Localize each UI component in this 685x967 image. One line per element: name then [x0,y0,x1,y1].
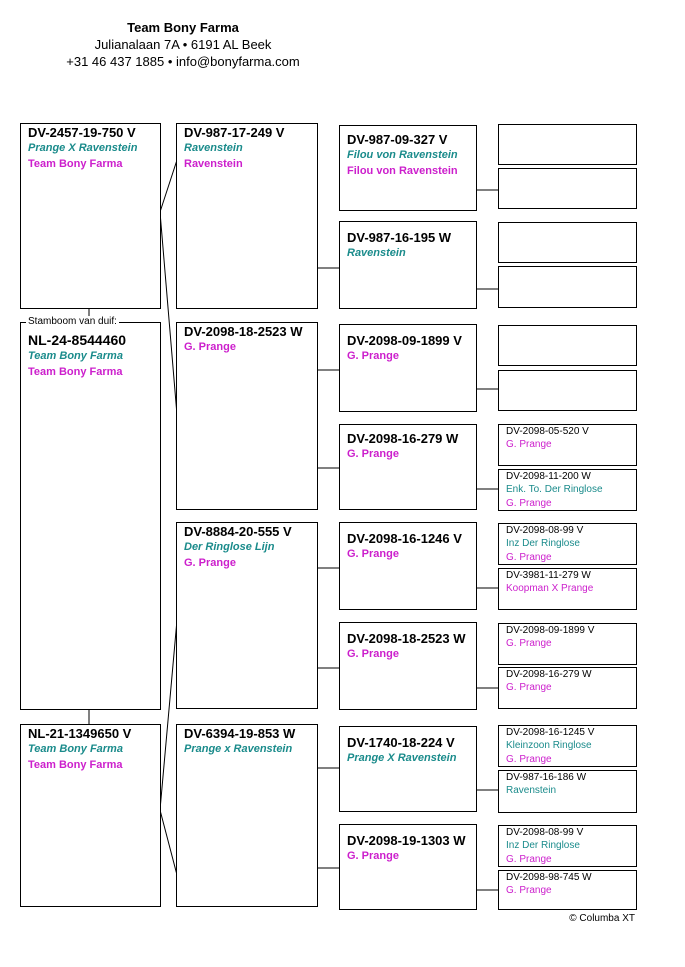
empty-ancestor-slot[interactable] [498,266,637,308]
owner: Koopman X Prange [506,583,594,594]
ring-number: DV-2098-18-2523 W [184,324,303,339]
ancestor-card[interactable] [498,667,637,709]
ring-number: DV-987-16-186 W [506,772,587,783]
ancestor-card[interactable] [498,523,637,565]
ancestor-card[interactable] [498,825,637,867]
connector-line [160,620,177,810]
owner: G. Prange [506,682,552,693]
father-owner: Team Bony Farma [28,158,123,170]
connector-line [160,810,177,875]
connector-line [160,212,177,415]
ring-number: DV-987-17-249 V [184,125,285,140]
owner: G. Prange [506,638,552,649]
owner: G. Prange [347,448,399,460]
great-grandparent-card[interactable] [339,522,477,610]
mother-ring-number: NL-21-1349650 V [28,726,132,741]
ancestor-card[interactable] [498,424,637,466]
empty-ancestor-slot[interactable] [498,168,637,209]
ancestor-card[interactable] [498,770,637,813]
ring-number: DV-987-16-195 W [347,230,452,245]
ring-number: DV-987-09-327 V [347,132,448,147]
mother-strain: Team Bony Farma [28,743,123,755]
ancestor-card[interactable] [498,623,637,665]
owner: G. Prange [347,648,399,660]
copyright-notice: © Columba XT [569,913,635,924]
ring-number: DV-2098-16-279 W [506,669,592,680]
owner: G. Prange [506,498,552,509]
ancestor-card[interactable] [498,725,637,767]
great-grandparent-card[interactable] [339,125,477,211]
great-grandparent-card[interactable] [339,221,477,309]
strain: Filou von Ravenstein [347,149,458,161]
owner: G. Prange [184,341,236,353]
strain: Kleinzoon Ringlose [506,740,592,751]
strain: Ravenstein [184,142,243,154]
owner: Filou von Ravenstein [347,165,458,177]
ancestor-card[interactable] [498,870,637,910]
ring-number: DV-2098-09-1899 V [347,333,462,348]
empty-ancestor-slot[interactable] [498,124,637,165]
strain: Prange X Ravenstein [347,752,457,764]
subject-owner: Team Bony Farma [28,366,123,378]
ring-number: DV-2098-08-99 V [506,525,584,536]
owner: G. Prange [506,439,552,450]
strain: Prange x Ravenstein [184,743,293,755]
ring-number: DV-2098-16-1246 V [347,531,462,546]
subject-caption: Stamboom van duif: [28,316,117,327]
grandparent-card[interactable] [176,123,318,309]
loft-name: Team Bony Farma [127,20,239,35]
subject-ring-number: NL-24-8544460 [28,332,127,348]
owner: G. Prange [506,854,552,865]
ring-number: DV-2098-98-745 W [506,872,592,883]
subject-card[interactable] [20,322,161,710]
mother-owner: Team Bony Farma [28,759,123,771]
grandparent-card[interactable] [176,322,318,510]
great-grandparent-card[interactable] [339,726,477,812]
ancestor-card[interactable] [498,469,637,511]
empty-ancestor-slot[interactable] [498,370,637,411]
strain: Enk. To. Der Ringlose [506,484,603,495]
strain: Ravenstein [347,247,406,259]
father-card[interactable] [20,123,161,309]
owner: G. Prange [184,557,236,569]
owner: G. Prange [347,850,399,862]
owner: G. Prange [347,548,399,560]
ring-number: DV-6394-19-853 W [184,726,296,741]
ring-number: DV-2098-19-1303 W [347,833,466,848]
owner: G. Prange [347,350,399,362]
connector-line [160,160,177,212]
owner: Ravenstein [184,158,243,170]
strain: Inz Der Ringlose [506,840,580,851]
great-grandparent-card[interactable] [339,824,477,910]
loft-address: Julianalaan 7A • 6191 AL Beek [94,37,272,52]
owner: G. Prange [506,885,552,896]
ring-number: DV-2098-08-99 V [506,827,584,838]
owner: G. Prange [506,754,552,765]
mother-card[interactable] [20,724,161,907]
ring-number: DV-2098-09-1899 V [506,625,595,636]
empty-ancestor-slot[interactable] [498,222,637,263]
father-ring-number: DV-2457-19-750 V [28,125,136,140]
owner: G. Prange [506,552,552,563]
great-grandparent-card[interactable] [339,424,477,510]
ring-number: DV-2098-11-200 W [506,471,591,482]
strain: Inz Der Ringlose [506,538,580,549]
ancestor-card[interactable] [498,568,637,610]
great-grandparent-card[interactable] [339,324,477,412]
father-strain: Prange X Ravenstein [28,142,138,154]
ring-number: DV-8884-20-555 V [184,524,292,539]
grandparent-card[interactable] [176,724,318,907]
ring-number: DV-1740-18-224 V [347,735,455,750]
grandparent-card[interactable] [176,522,318,709]
strain: Ravenstein [506,785,557,796]
ring-number: DV-2098-16-1245 V [506,727,595,738]
strain: Der Ringlose Lijn [184,541,275,553]
great-grandparent-card[interactable] [339,622,477,710]
ring-number: DV-2098-16-279 W [347,431,459,446]
ring-number: DV-3981-11-279 W [506,570,591,581]
empty-ancestor-slot[interactable] [498,325,637,366]
subject-strain: Team Bony Farma [28,350,123,362]
ring-number: DV-2098-05-520 V [506,426,589,437]
ring-number: DV-2098-18-2523 W [347,631,466,646]
loft-contact: +31 46 437 1885 • info@bonyfarma.com [66,54,300,69]
